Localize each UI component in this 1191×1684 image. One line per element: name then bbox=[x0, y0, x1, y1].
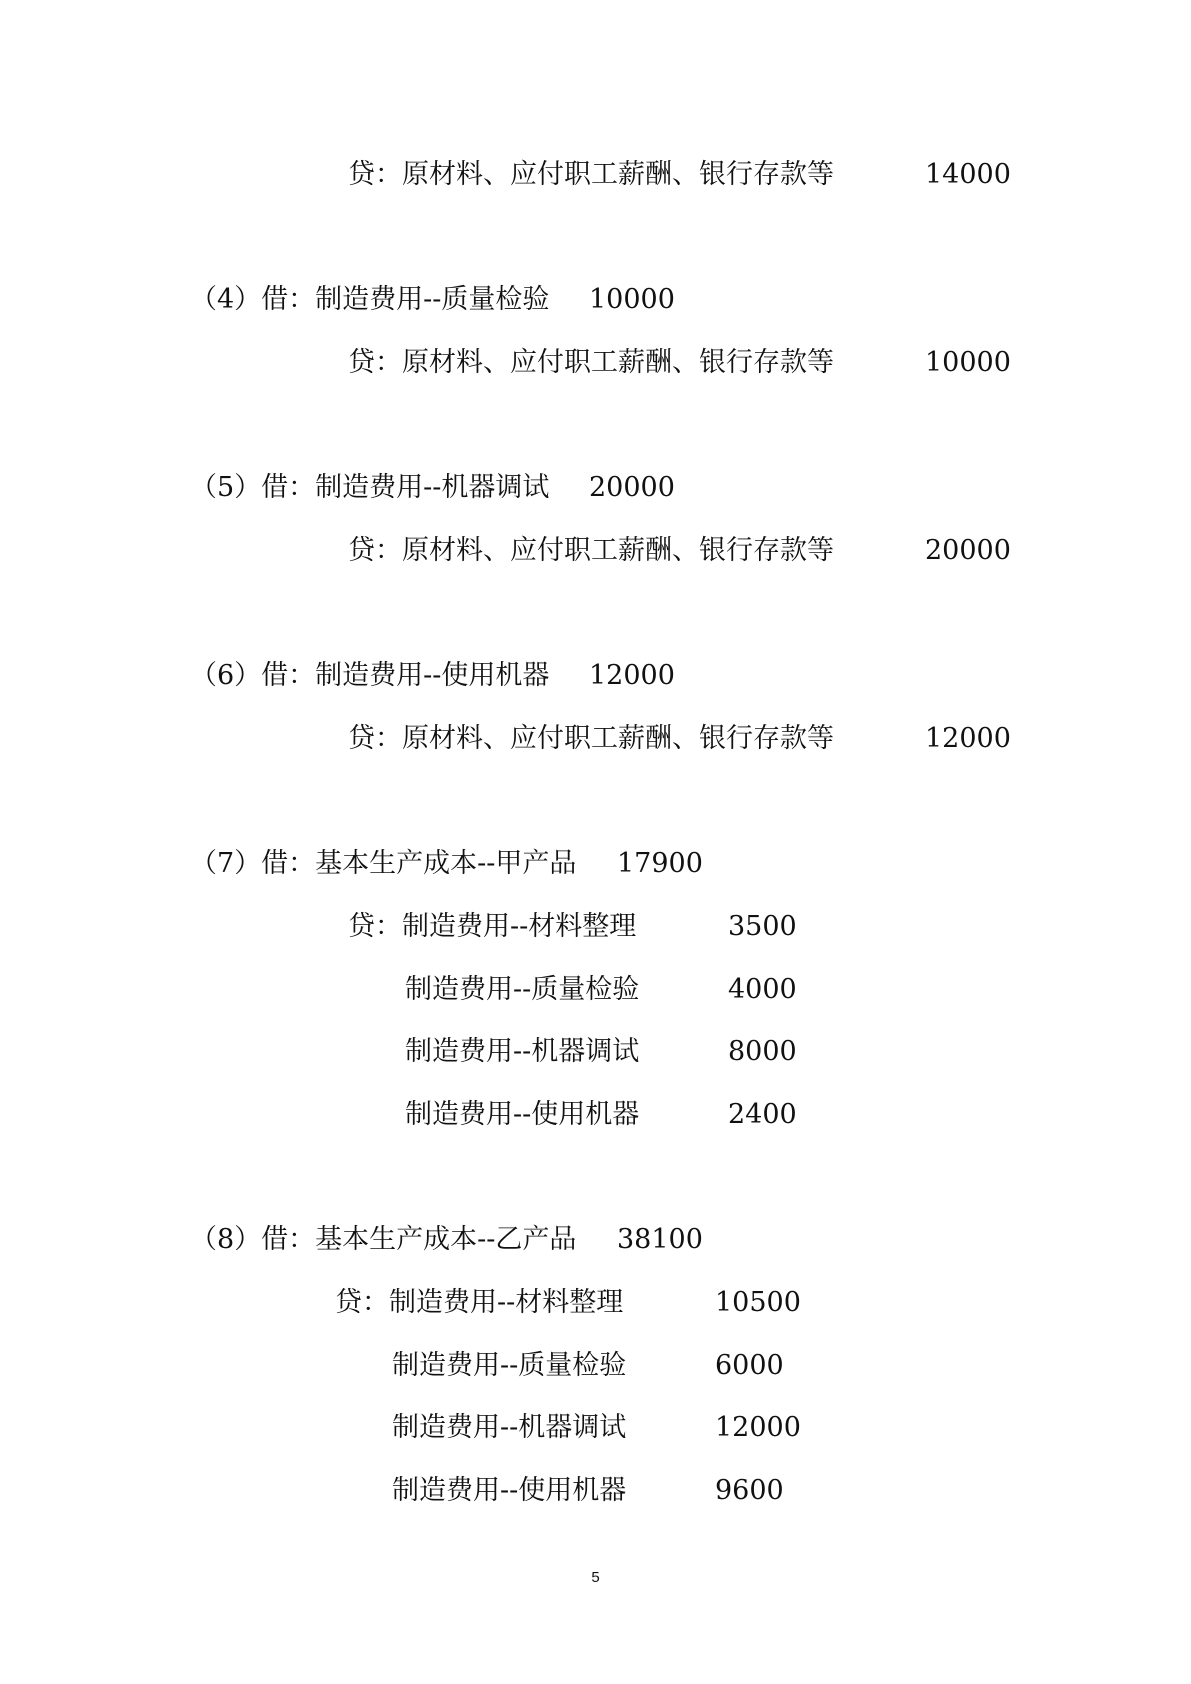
debit-line bbox=[190, 470, 549, 506]
entry-amount: 8000 bbox=[728, 1036, 797, 1067]
entry-amount: 10000 bbox=[589, 284, 675, 315]
amount bbox=[589, 282, 675, 318]
entry-text: 制造费用--机器调试 bbox=[405, 1036, 640, 1067]
entry-text: （6）借：制造费用--使用机器 bbox=[190, 660, 550, 691]
amount bbox=[617, 1222, 703, 1258]
entry-text: （7）借：基本生产成本--甲产品 bbox=[190, 848, 577, 879]
entry-text: 制造费用--质量检验 bbox=[392, 1350, 627, 1381]
entry-text: 制造费用--质量检验 bbox=[405, 974, 640, 1005]
entry-amount: 12000 bbox=[925, 723, 1011, 754]
entry-amount: 9600 bbox=[715, 1475, 784, 1506]
amount bbox=[589, 470, 675, 506]
entry-text: 制造费用--机器调试 bbox=[392, 1412, 627, 1443]
amount bbox=[728, 909, 797, 945]
credit-line bbox=[348, 345, 834, 381]
debit-line bbox=[190, 282, 549, 318]
amount bbox=[589, 658, 675, 694]
entry-text: 贷：制造费用--材料整理 bbox=[335, 1287, 624, 1318]
page-number: 5 bbox=[591, 1569, 600, 1586]
amount bbox=[728, 1097, 797, 1133]
entry-text: 制造费用--使用机器 bbox=[405, 1099, 640, 1130]
entry-amount: 10500 bbox=[715, 1287, 801, 1318]
credit-line bbox=[335, 1285, 623, 1321]
entry-text: 贷：原材料、应付职工薪酬、银行存款等 bbox=[348, 535, 834, 566]
entry-amount: 6000 bbox=[715, 1350, 784, 1381]
credit-line bbox=[348, 157, 834, 193]
credit-line bbox=[348, 721, 834, 757]
entry-amount: 10000 bbox=[925, 347, 1011, 378]
entry-amount: 20000 bbox=[925, 535, 1011, 566]
entry-text: 贷：原材料、应付职工薪酬、银行存款等 bbox=[348, 159, 834, 190]
entry-amount: 12000 bbox=[589, 660, 675, 691]
amount bbox=[925, 157, 1011, 193]
entry-text: 贷：原材料、应付职工薪酬、银行存款等 bbox=[348, 723, 834, 754]
entry-text: 贷：制造费用--材料整理 bbox=[348, 911, 637, 942]
credit-line bbox=[405, 1034, 639, 1070]
entry-amount: 4000 bbox=[728, 974, 797, 1005]
amount bbox=[728, 1034, 797, 1070]
debit-line bbox=[190, 846, 576, 882]
entry-amount: 17900 bbox=[617, 848, 703, 879]
credit-line bbox=[392, 1473, 626, 1509]
amount bbox=[715, 1410, 801, 1446]
amount bbox=[925, 721, 1011, 757]
entry-amount: 3500 bbox=[728, 911, 797, 942]
entry-text: 制造费用--使用机器 bbox=[392, 1475, 627, 1506]
amount bbox=[617, 846, 703, 882]
amount bbox=[728, 972, 797, 1008]
entry-text: （8）借：基本生产成本--乙产品 bbox=[190, 1224, 577, 1255]
credit-line bbox=[348, 533, 834, 569]
credit-line bbox=[392, 1348, 626, 1384]
credit-line bbox=[405, 972, 639, 1008]
debit-line bbox=[190, 1222, 576, 1258]
entry-amount: 20000 bbox=[589, 472, 675, 503]
entry-text: （5）借：制造费用--机器调试 bbox=[190, 472, 550, 503]
entry-text: 贷：原材料、应付职工薪酬、银行存款等 bbox=[348, 347, 834, 378]
debit-line bbox=[190, 658, 549, 694]
credit-line bbox=[392, 1410, 626, 1446]
entry-amount: 38100 bbox=[617, 1224, 703, 1255]
entry-amount: 14000 bbox=[925, 159, 1011, 190]
amount bbox=[715, 1285, 801, 1321]
credit-line bbox=[348, 909, 636, 945]
amount bbox=[925, 345, 1011, 381]
amount bbox=[715, 1348, 784, 1384]
amount bbox=[925, 533, 1011, 569]
entry-text: （4）借：制造费用--质量检验 bbox=[190, 284, 550, 315]
credit-line bbox=[405, 1097, 639, 1133]
entry-amount: 2400 bbox=[728, 1099, 797, 1130]
entry-amount: 12000 bbox=[715, 1412, 801, 1443]
amount bbox=[715, 1473, 784, 1509]
